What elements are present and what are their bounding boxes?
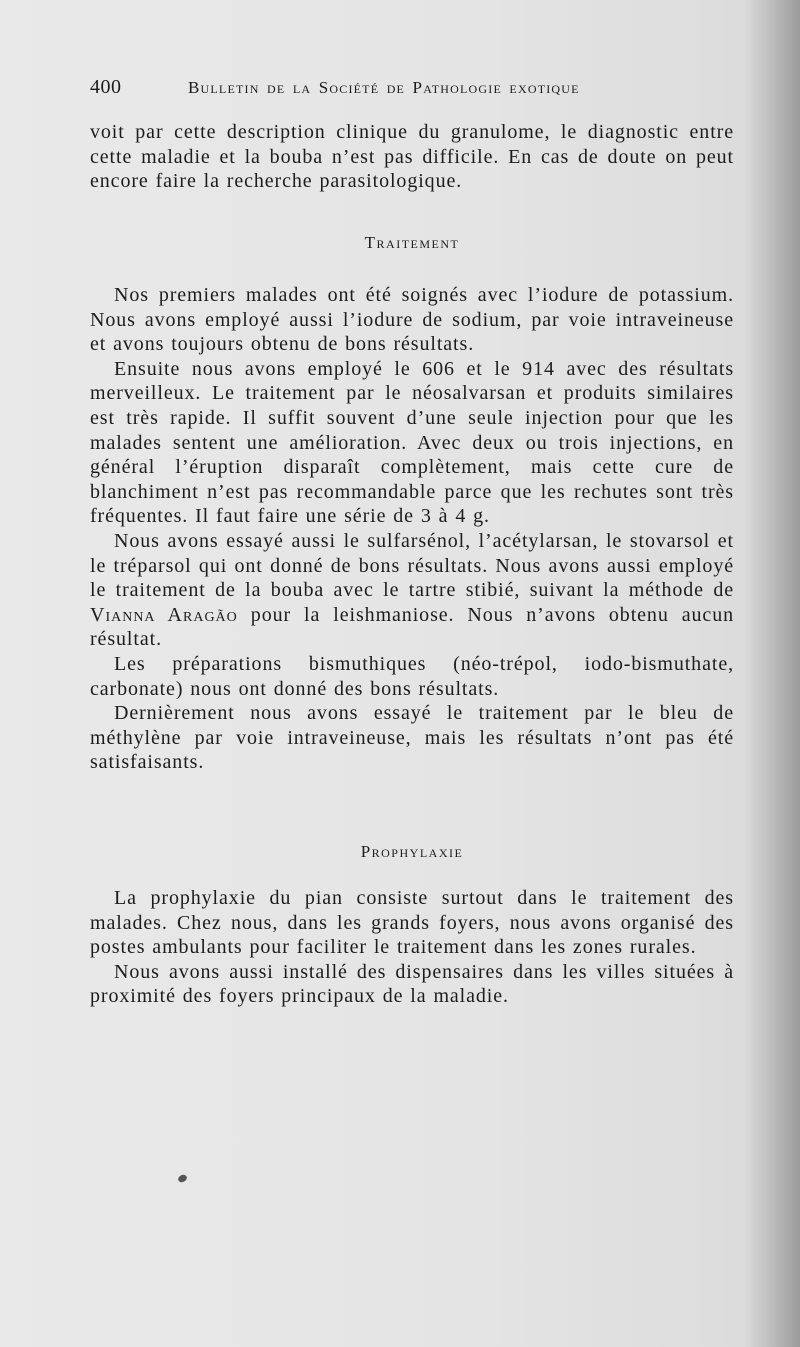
traitement-paragraph-4: Les préparations bismuthiques (néo-trépol, iodo-bismuthate, carbonate) nous ont donné des bons résultats. <box>90 652 734 700</box>
traitement-text-block <box>90 283 734 775</box>
journal-title: Bulletin de la Société de Pathologie exotique <box>188 78 580 97</box>
traitement-paragraph-2: Ensuite nous avons employé le 606 et le 914 avec des résultats merveilleux. Le traitement par le néosalvarsan et produits similaires est très rapide. Il suffit souvent d’une seule injection pour que les malades sentent une amélioration. Avec deux ou trois injections, en général l’éruption disparaît complètement, mais cette cure de blanchiment n’est pas recommandable parce que les rechutes sont très fréquentes. Il faut faire une série de 3 à 4 g. <box>90 357 734 528</box>
ink-spot <box>177 1173 188 1183</box>
running-head <box>90 76 740 100</box>
traitement-paragraph-3-end: pour la leishmaniose. Nous n’avons obtenu aucun résultat. <box>90 603 734 651</box>
prophylaxie-paragraph-1: La prophylaxie du pian consiste surtout dans le traitement des malades. Chez nous, dans les grands foyers, nous avons organisé des postes ambulants pour faciliter le traitement dans les zones rurales. <box>90 887 734 959</box>
section-heading-prophylaxie: Prophylaxie <box>360 842 464 861</box>
intro-text-block <box>90 120 734 194</box>
traitement-paragraph-3 <box>90 529 734 652</box>
intro-paragraph: voit par cette description clinique du granulome, le diagnostic entre cette maladie et la bouba n’est pas difficile. En cas de doute on peut encore faire la recherche parasitologique. <box>90 121 734 193</box>
traitement-paragraph-3-start: Nous avons essayé aussi le sulfarsénol, l’acétylarsan, le stovarsol et le tréparsol qui ont donné de bons résultats. Nous avons aussi employé le traitement de la bouba avec le tartre stibié, suivant la méthode de <box>90 529 734 602</box>
page-number: 400 <box>90 76 122 98</box>
traitement-paragraph-1: Nos premiers malades ont été soignés avec l’iodure de potassium. Nous avons employé aussi l’iodure de sodium, par voie intraveineuse et avons toujours obtenu de bons résultats. <box>90 284 734 356</box>
prophylaxie-paragraph-2: Nous avons aussi installé des dispensaires dans les villes situées à proximité des foyers principaux de la maladie. <box>90 960 734 1008</box>
section-heading-traitement: Traitement <box>364 233 460 252</box>
author-name: Vianna Aragão <box>90 603 238 626</box>
prophylaxie-text-block <box>90 886 734 1009</box>
traitement-paragraph-5: Dernièrement nous avons essayé le traitement par le bleu de méthylène par voie intraveineuse, mais les résultats n’ont pas été satisfaisants. <box>90 702 734 774</box>
